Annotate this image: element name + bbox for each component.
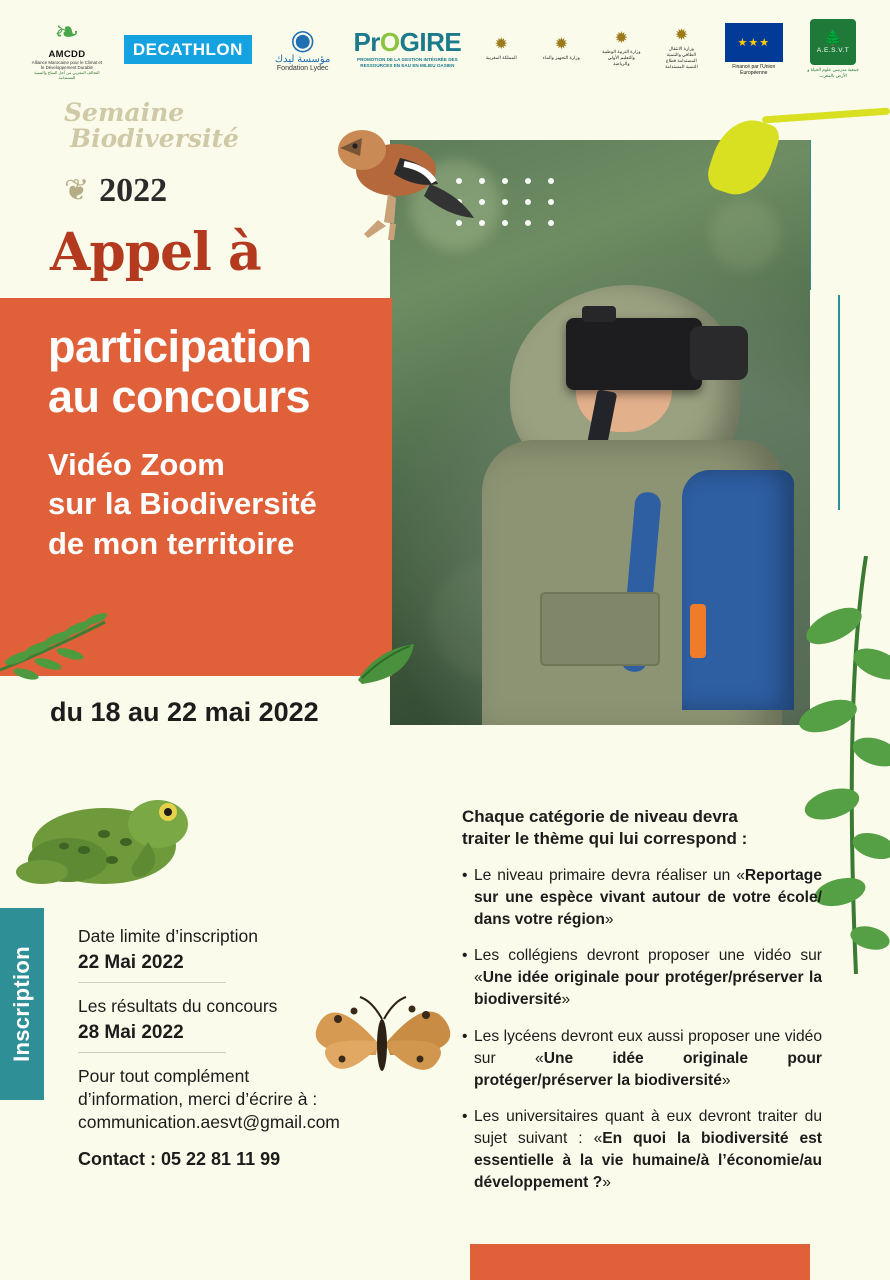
gov-1-arabic: المملكة المغربية [485,54,517,60]
quote-open: « [593,1130,603,1148]
eu-flag-icon: ★★★ [725,23,783,62]
logo-gov-3 [601,31,641,68]
jacket-pocket [540,592,660,666]
leaf-cluster-illustration [352,630,422,686]
logo-decathlon: DECATHLON [124,35,252,64]
categories-list [462,865,822,1194]
item-bold: En quoi la biodiversité est essentielle à la vie humaine/à l’économie/au développement ? [474,1130,822,1191]
categories-section [462,806,822,1209]
year-label: 2022 [99,172,168,209]
lydec-arabic: مؤسسة ليدك [274,54,331,65]
quote-open: « [736,866,745,884]
contact-email[interactable]: communication.aesvt@gmail.com [78,1112,340,1133]
inscription-tab-label: Inscription [9,946,34,1062]
butterfly-illustration [308,985,458,1103]
semaine-biodiversite-title [64,100,239,153]
item-pre: Les universitaires quant à eux devront traiter du sujet suivant : [474,1108,822,1148]
decorative-yellow-stem [762,108,890,124]
info-line-2: d’information, merci d’écrire à : [78,1088,318,1109]
lydec-fingerprint-icon: ◉ [290,24,315,55]
progire-post: GIRE [399,27,462,58]
sponsor-logo-strip [0,0,890,92]
item-pre: Les lycéens devront eux aussi proposer une vidéo sur [474,1027,822,1067]
morocco-crest-icon: ✹ [494,35,508,53]
info-block [78,1065,340,1135]
item-pre: Le niveau primaire devra réaliser un [474,866,737,884]
quote-close: » [721,1071,731,1089]
bird-illustration [300,108,480,268]
categories-intro-line-1: Chaque catégorie de niveau devra [462,807,738,826]
logo-amcdd [30,14,104,81]
decorative-teal-line [838,295,840,510]
hero-line-1: participation [48,321,312,372]
quote-open: « [535,1049,544,1067]
list-item [462,1026,822,1091]
hero-line-2: au concours [48,371,311,423]
gov-2-arabic: وزارة التجهيز والماء [542,54,580,60]
list-item [462,865,822,930]
hero-sub-line-3: de mon territoire [48,526,295,562]
inscription-details [78,925,340,1170]
aesvt-badge [810,19,856,65]
categories-intro-line-2: traiter le thème qui lui correspond : [462,829,748,849]
hero-subtitle [48,445,317,564]
amcdd-title: AMCDD [48,48,86,60]
aesvt-abbr: A.E.S.V.T [816,46,850,54]
progire-water-drop-icon: O [379,27,400,58]
tree-icon: 🌲 [823,29,843,47]
year-row [64,172,167,210]
event-dates: du 18 au 22 mai 2022 [50,697,319,727]
logo-gov-4 [661,28,701,71]
hero-sub-line-1: Vidéo Zoom [48,446,225,482]
semaine-line-1: Semaine [64,98,185,127]
quote-close: » [602,1173,611,1191]
progire-subtitle: PROMOTION DE LA GESTION INTÉGRÉE DES RESSOURCES EN EAU EN MILIEU OASIEN [357,57,458,68]
info-line-1: Pour tout complément [78,1065,250,1086]
list-item [462,1106,822,1193]
logo-gov-1 [481,37,521,61]
frog-illustration [8,768,190,896]
logo-progire [353,29,461,69]
contact-phone: Contact : 05 22 81 11 99 [78,1148,281,1169]
quote-close: » [604,910,614,928]
eu-caption: Financé par l'Union Européenne [732,63,776,76]
camera [566,318,702,390]
item-bold: Une idée originale pour protéger/préserver la biodiversité [474,969,822,1009]
amcdd-arabic: التحالف المغربي من أجل المناخ والتنمية المستدامة [34,69,100,80]
inscription-tab [0,908,44,1100]
amcdd-leaf-icon: ❧ [54,14,80,50]
logo-aesvt [806,19,860,78]
hero-headline [48,322,317,564]
item-bold: Reportage sur une espèce vivant autour de votre école/ dans votre région [474,866,822,928]
morocco-crest-icon: ✹ [554,35,568,53]
aesvt-arabic: جمعية مدرسي علوم الحياة و الأرض بالمغرب [807,67,859,78]
deadline-label: Date limite d’inscription [78,926,258,946]
lydec-label: Fondation Lydec [276,65,329,72]
morocco-crest-icon: ✹ [614,29,629,47]
deadline-value: 22 Mai 2022 [78,951,184,973]
footer-orange-bar [470,1244,810,1280]
progire-pre: Pr [353,27,380,58]
quote-close: » [561,991,571,1009]
divider [78,982,226,983]
logo-gov-2 [541,37,581,61]
list-item [462,945,822,1010]
semaine-line-2: Biodiversité [70,124,239,154]
divider [78,1052,226,1053]
progire-wordmark [353,27,462,58]
seed-icon: ❦ [64,174,90,207]
results-label: Les résultats du concours [78,995,278,1016]
quote-open: « [474,969,483,987]
categories-intro [462,806,822,851]
results-value: 28 Mai 2022 [78,1021,184,1043]
appel-heading: Appel à [50,222,261,283]
item-pre: Les collégiens devront proposer une vidéo sur [474,947,822,965]
logo-european-union [721,23,786,76]
logo-fondation-lydec [272,26,334,72]
item-bold: Une idée originale pour protéger/préserver la biodiversité [474,1049,822,1089]
morocco-crest-icon: ✹ [674,26,689,44]
hero-sub-line-2: sur la Biodiversité [48,486,317,522]
amcdd-subtitle: Alliance Marocaine pour le Climat et le Développement Durable [31,59,103,71]
backpack-clip [690,604,706,658]
bokeh-blur [710,200,780,270]
gov-4-arabic: وزارة الانتقال الطاقي والتنمية المستدامة قطاع التنمية المستدامة [665,45,698,70]
fern-illustration [0,600,120,690]
gov-3-arabic: وزارة التربية الوطنية والتعليم الأولي والرياضة [602,48,641,67]
